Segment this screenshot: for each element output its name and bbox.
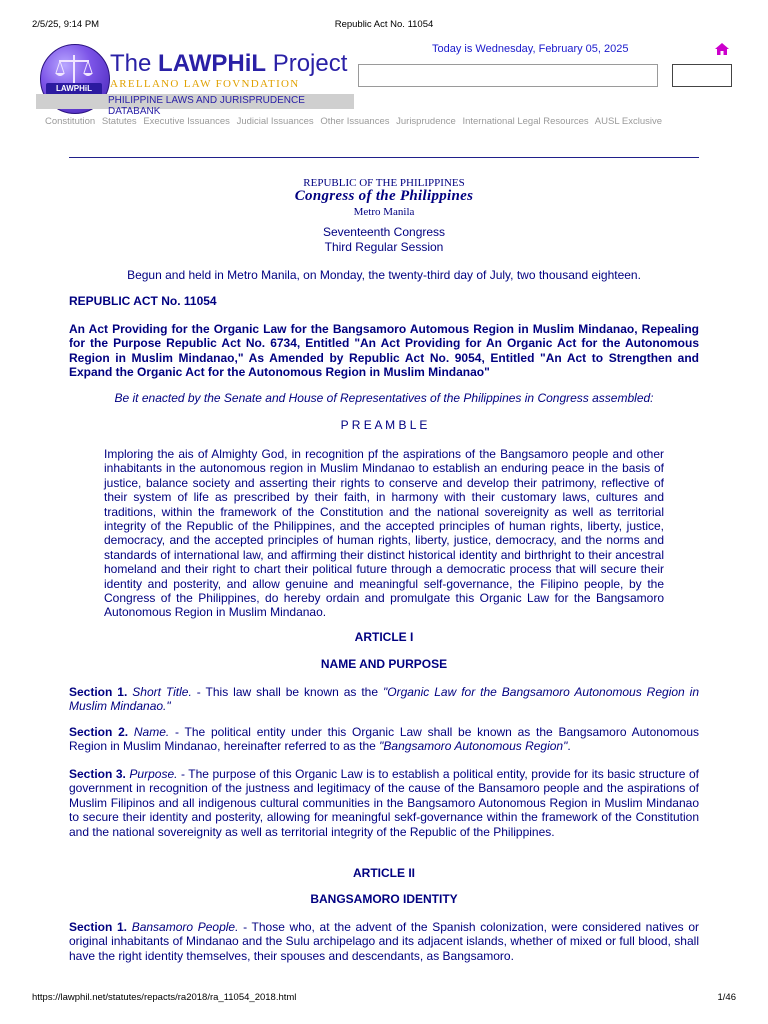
- section-end: .: [567, 739, 571, 754]
- section-text: - This law shall be known as the: [191, 685, 383, 699]
- nav-item-constitution[interactable]: Constitution: [45, 116, 96, 127]
- nav-item-judicial-issuances[interactable]: Judicial Issuances: [236, 116, 314, 127]
- act-number: REPUBLIC ACT No. 11054: [69, 294, 217, 308]
- preamble-text: Imploring the ais of Almighty God, in recognition pf the aspirations of the Bangsamoro people and other inhabitants in the autonomous region in Muslim Mindanao to establish an enduring peace in the basis of justice, balance society and asserting their rights to conserve and develop their patrimony, reflective of their system of life as prescribed by their faith, in harmony with their customary laws, cultures and traditions, within the framework of the Constitution and the national sovereignity as well as territorial integrity of the Republic of the Philippines, and the accepted principles of human rights, liberty, justice, democracy, and the accepted principles of human rights, liberty, justice, democracy, and the norms and standards of international law, and affirming their distinct historical identity and birthright to their ancestral homeland and their right to chart their political future through a democratic process that will secure their identity and posterity, and allow genuine and meaningful self-governance, the Filipino people, by the Congress of the Philippines, do hereby ordain and promulgate this Organic Law for the Bangsamoro Autonomous Region in Muslim Mindanao.: [104, 447, 664, 620]
- preamble-heading: P R E A M B L E: [340, 418, 428, 432]
- print-page-number: 1/46: [717, 992, 736, 1003]
- section-3: [69, 767, 699, 839]
- main-nav: [45, 116, 666, 127]
- republic-heading: REPUBLIC OF THE PHILIPPINES: [303, 177, 465, 189]
- print-url: https://lawphil.net/statutes/repacts/ra2018/ra_11054_2018.html: [32, 992, 297, 1003]
- header-divider: [69, 157, 699, 158]
- site-band: [36, 94, 354, 117]
- congress-heading: Congress of the Philippines: [294, 188, 474, 204]
- nav-item-ausl-exclusive[interactable]: AUSL Exclusive: [594, 116, 663, 127]
- nav-item-jurisprudence[interactable]: Jurisprudence: [396, 116, 456, 127]
- section-label: Section 3.: [69, 767, 126, 781]
- print-datetime: 2/5/25, 9:14 PM: [32, 19, 100, 30]
- section-2: [69, 725, 699, 754]
- site-title[interactable]: [110, 50, 347, 78]
- section-title: Bansamoro People.: [131, 920, 239, 934]
- enacting-clause: Be it enacted by the Senate and House of Representatives of the Philippines in Congress assembled:: [114, 391, 654, 405]
- article-1-heading: ARTICLE I: [354, 630, 414, 644]
- article-1-title: NAME AND PURPOSE: [320, 657, 448, 671]
- article-2-heading: ARTICLE II: [353, 866, 415, 880]
- site-band-text: PHILIPPINE LAWS AND JURISPRUDENCE DATABANK: [108, 95, 305, 117]
- act-title: An Act Providing for the Organic Law for the Bangsamoro Automous Region in Muslim Mindanao, Repealing for the Purpose Republic Act No. 6734, Entitled "An Act Providing for An Organic Act for the Autonomous Region in Muslim Mindanao," As Amended by Republic Act No. 9054, Entitled "An Act to Strengthen and Expand the Organic Act for the Autonomous Region in Muslim Mindanao": [69, 322, 699, 380]
- section-label: Section 1.: [69, 920, 128, 934]
- today-date: Today is Wednesday, February 05, 2025: [432, 43, 629, 55]
- section-label: Section 1.: [69, 685, 128, 699]
- section-quote: "Organic Law for the Bangsamoro Autonomous Region in Muslim Mindanao.": [69, 685, 700, 714]
- section-text: - The political entity under this Organic Law shall be known as the Bangsamoro Autonomous Region in Muslim Mindanao, hereinafter referred to as the: [69, 725, 699, 754]
- title-prefix: The: [110, 50, 152, 77]
- nav-item-other-issuances[interactable]: Other Issuances: [320, 116, 390, 127]
- section-text: - Those who, at the advent of the Spanish colonization, were considered natives or original inhabitants of Mindanao and the Sulu archipelago and its adjacent islands, whether of mixed or full blood, shall have the right identity themselves, their spouses and descendants, as Bangsamoro.: [69, 920, 700, 963]
- title-suffix: Project: [272, 50, 348, 77]
- print-page-title: Republic Act No. 11054: [334, 19, 434, 30]
- section-label: Section 2.: [69, 725, 129, 739]
- site-subtitle: ARELLANO LAW FOVNDATION: [110, 78, 300, 90]
- nav-item-executive-issuances[interactable]: Executive Issuances: [143, 116, 230, 127]
- search-button[interactable]: [672, 64, 732, 87]
- section-title: Short Title.: [132, 685, 192, 699]
- article-2-section-1: [69, 920, 699, 963]
- search-input[interactable]: [358, 64, 658, 87]
- section-quote: "Bangsamoro Autonomous Region": [379, 739, 568, 754]
- begun-statement: Begun and held in Metro Manila, on Monday, the twenty-third day of July, two thousand eighteen.: [127, 268, 641, 282]
- congress-number: Seventeenth Congress: [322, 225, 446, 239]
- city-heading: Metro Manila: [353, 206, 415, 218]
- nav-item-statutes[interactable]: Statutes: [101, 116, 137, 127]
- section-title: Name.: [133, 725, 170, 739]
- session-number: Third Regular Session: [324, 240, 444, 254]
- logo-tag: LAWPHiL: [46, 83, 102, 95]
- title-brand: LAWPHiL: [158, 50, 267, 77]
- section-text: - The purpose of this Organic Law is to establish a political entity, provide for its basic structure of government in recognition of the justness and legitimacy of the cause of the Bansamoro people and the aspirations of Muslim Filipinos and all indigenous cultural communities in the Bangsamoro Autonomous Region in Muslim Mindanao to secure their identity and posterity, allowing for meaningful sekf-governance within the framework of the Constitution and the national sovereignity as well as territorial integrity of the Republic of the Philippines.: [69, 767, 699, 839]
- nav-item-international-legal-resources[interactable]: International Legal Resources: [462, 116, 589, 127]
- article-2-title: BANGSAMORO IDENTITY: [310, 892, 458, 906]
- section-title: Purpose.: [129, 767, 178, 781]
- home-icon[interactable]: [714, 42, 730, 56]
- section-1: [69, 685, 699, 714]
